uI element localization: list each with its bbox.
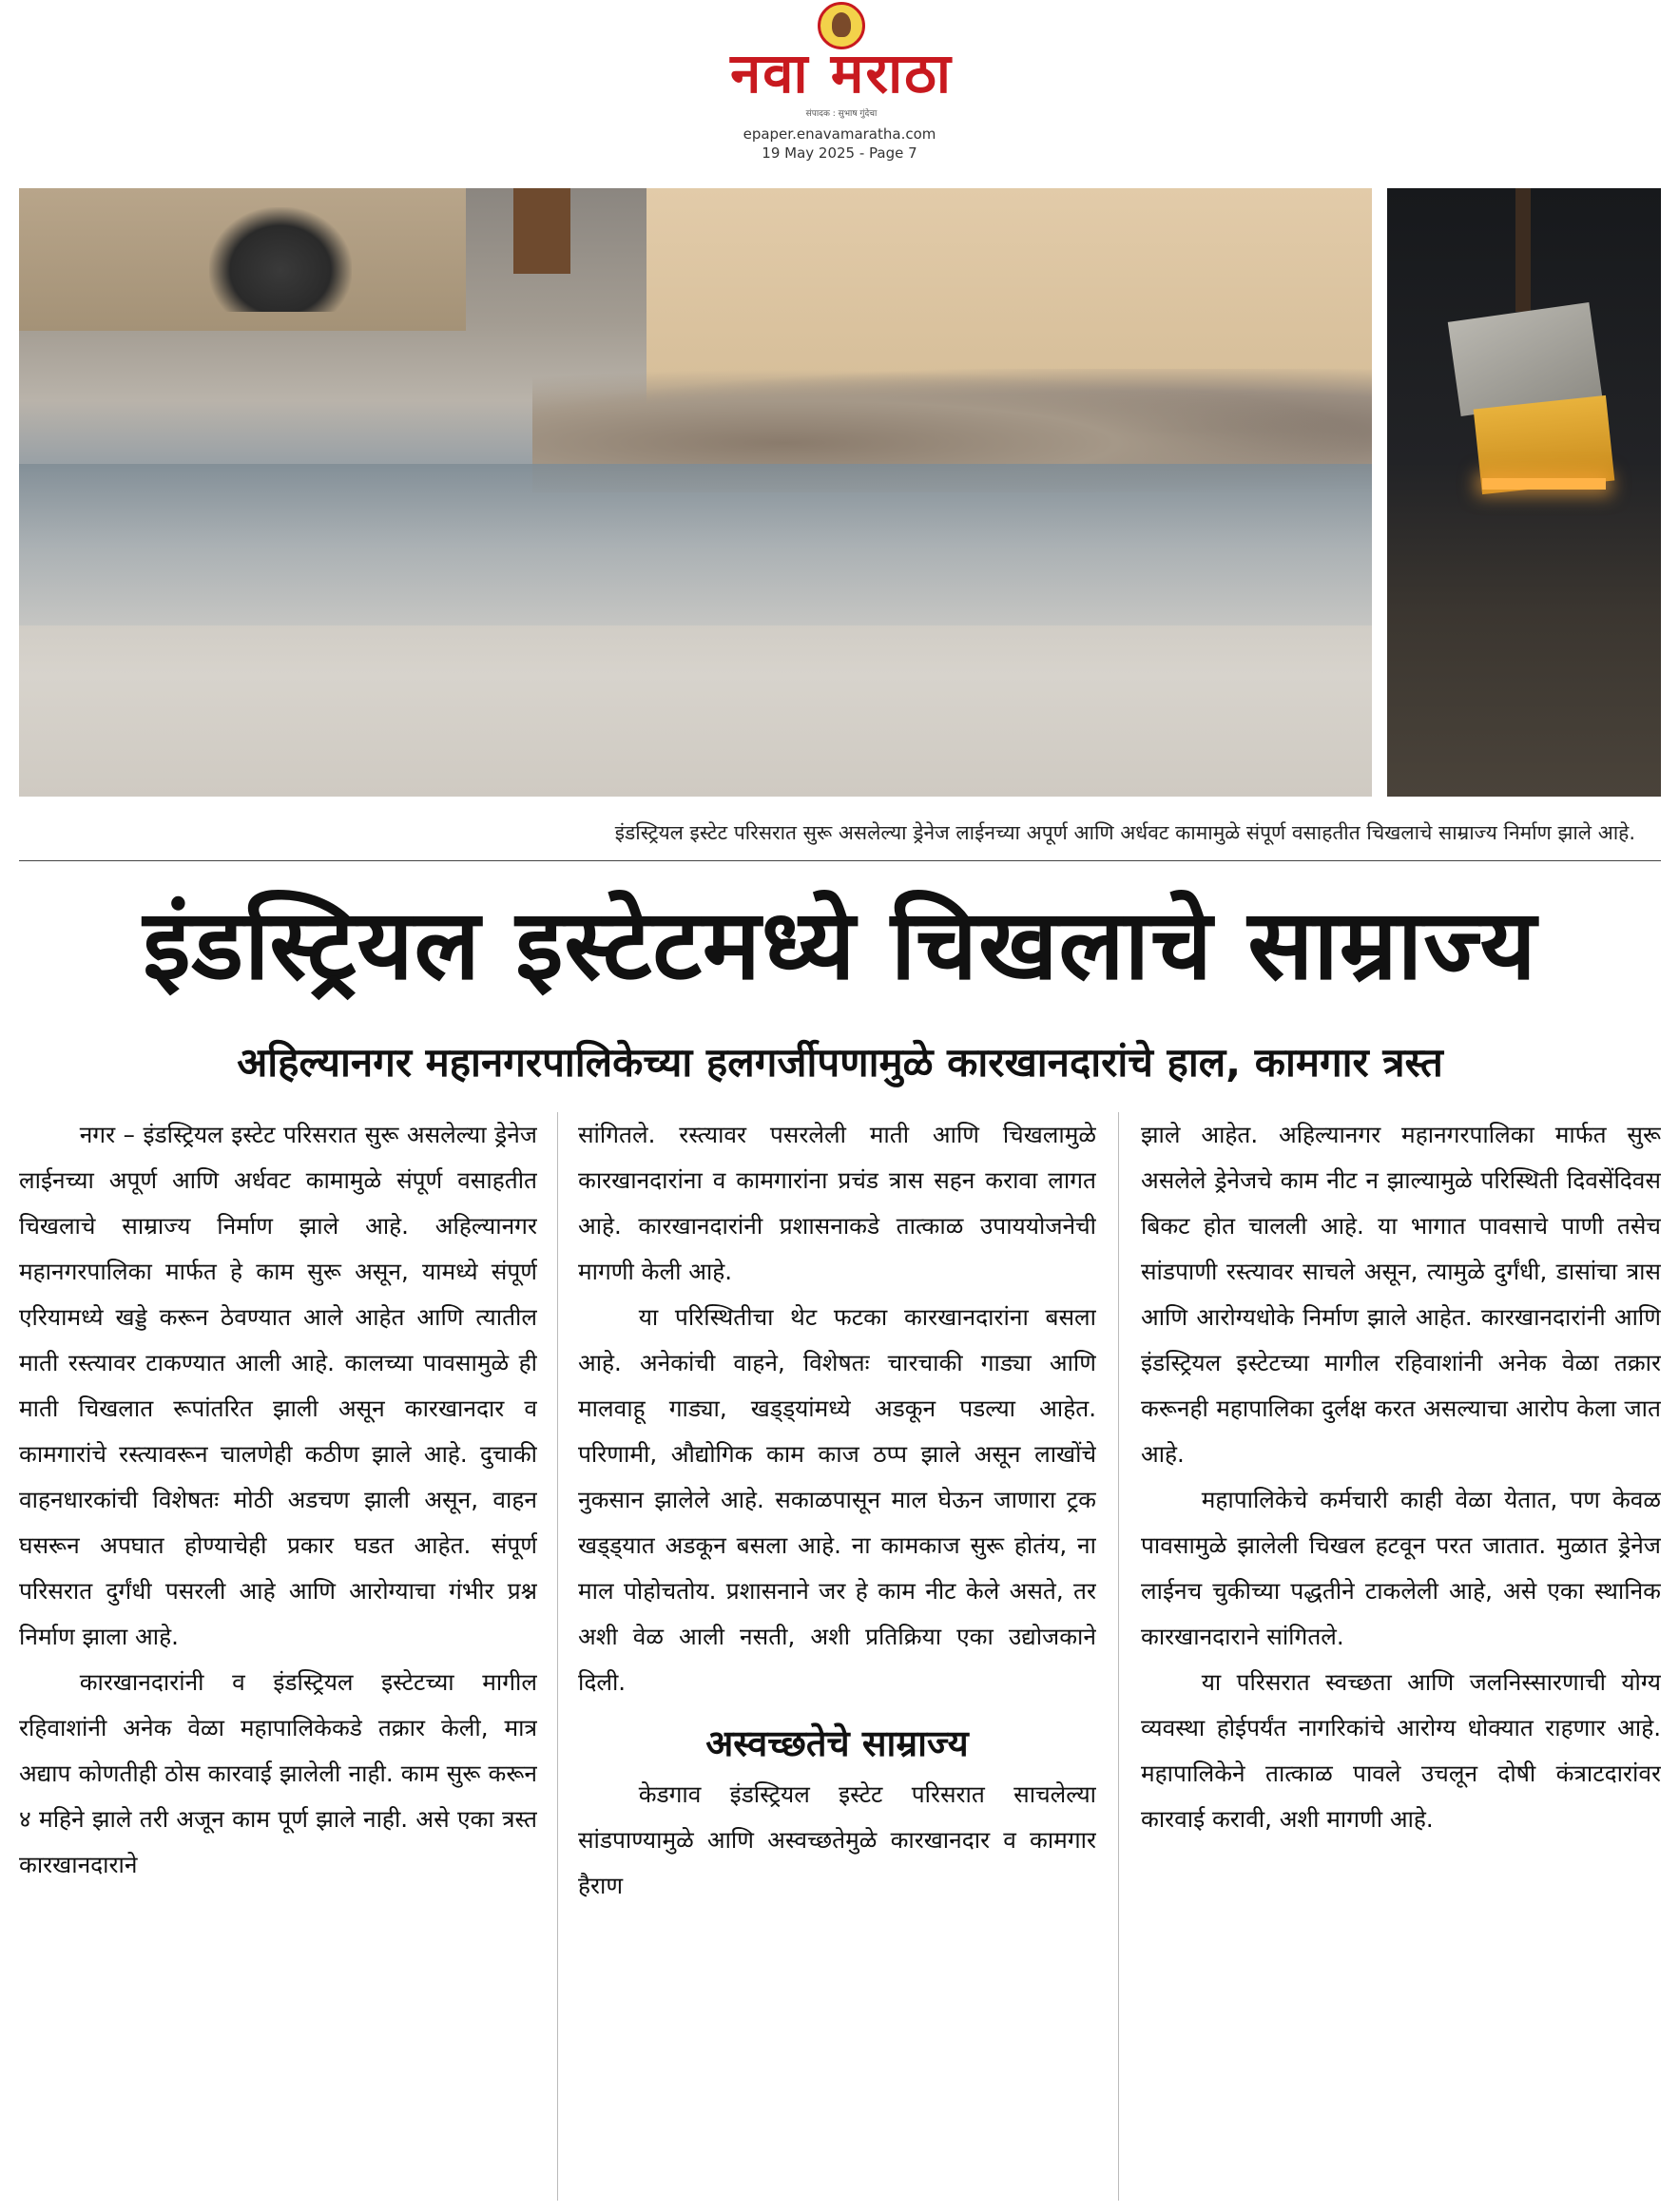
photo-muddy-water [19, 464, 1372, 625]
photo-scooter [209, 207, 352, 312]
article-column-2 [578, 1112, 1096, 2201]
photo-truck-lights [1482, 478, 1606, 490]
paragraph: कारखानदारांनी व इंडस्ट्रियल इस्टेटच्या मागील रहिवाशांनी अनेक वेळा महापालिकेकडे तक्रार केली, मात्र अद्याप कोणतीही ठोस कारवाई झालेली नाही. काम सुरू करून ४ महिने झाले तरी अजून काम पूर्ण झाले नाही. असे एका त्रस्त कारखानदाराने [19, 1668, 537, 1878]
flooded-street-photo [19, 188, 1372, 797]
issue-date-page: 19 May 2025 - Page 7 [762, 144, 917, 162]
paragraph: झाले आहेत. अहिल्यानगर महानगरपालिका मार्फत सुरू असलेले ड्रेनेजचे काम नीट न झाल्यामुळे परिस्थिती दिवसेंदिवस बिकट होत चालली आहे. या भागात पावसाचे पाणी तसेच सांडपाणी रस्त्यावर साचले असून, त्यामुळे दुर्गंधी, डासांचा त्रास आणि आरोग्यधोके निर्माण झाले आहेत. कारखानदारांनी आणि इंडस्ट्रियल इस्टेटच्या मागील रहिवाशांनी अनेक वेळा तक्रार करूनही महापालिका दुर्लक्ष करत असल्याचा आरोप केला जात आहे. [1141, 1121, 1661, 1468]
photo-pole [1515, 188, 1531, 312]
column-divider [557, 1112, 558, 2201]
article-column-1 [19, 1112, 537, 2201]
logo-tagline: संपादक : सुभाष गुंदेचा [805, 109, 878, 119]
paragraph: या परिस्थितीचा थेट फटका कारखानदारांना बसला आहे. अनेकांची वाहने, विशेषतः चारचाकी गाड्या आणि मालवाहू गाड्या, खड्ड्यांमध्ये अडकून पडल्या आहेत. परिणामी, औद्योगिक काम काज ठप्प झाले असून लाखोंचे नुकसान झालेले आहे. सकाळपासून माल घेऊन जाणारा ट्रक खड्ड्यात अडकून बसला आहे. ना कामकाज सुरू होतंय, ना माल पोहोचतोय. प्रशासनाने जर हे काम नीट केले असते, तर अशी वेळ आली नसती, अशी प्रतिक्रिया एका उद्योजकाने दिली. [578, 1303, 1096, 1696]
paragraph: नगर – इंडस्ट्रियल इस्टेट परिसरात सुरू असलेल्या ड्रेनेज लाईनच्या अपूर्ण आणि अर्धवट कामामुळे संपूर्ण वसाहतीत चिखलाचे साम्राज्य निर्माण झाले आहे. अहिल्यानगर महानगरपालिका मार्फत हे काम सुरू असून, यामध्ये संपूर्ण एरियामध्ये खड्डे करून ठेवण्यात आले आहेत आणि त्यातील माती रस्त्यावर टाकण्यात आली आहे. कालच्या पावसामुळे ही माती चिखलात रूपांतरित झाली असून कारखानदार व कामगारांचे रस्त्यावरून चालणेही कठीण झाले आहे. दुचाकी वाहनधारकांची विशेषतः मोठी अडचण झाली असून, वाहन घसरून अपघात होण्याचेही प्रकार घडत आहेत. संपूर्ण परिसरात दुर्गंधी पसरली आहे आणि आरोग्याचा गंभीर प्रश्न निर्माण झाला आहे. [19, 1121, 537, 1650]
paragraph: केडगाव इंडस्ट्रियल इस्टेट परिसरात साचलेल्या सांडपाण्यामुळे आणि अस्वच्छतेमुळे कारखानदार व कामगार हैराण [578, 1780, 1096, 1899]
photo-caption: इंडस्ट्रियल इस्टेट परिसरात सुरू असलेल्या ड्रेनेज लाईनच्या अपूर्ण आणि अर्धवट कामामुळे संपूर्ण वसाहतीत चिखलाचे साम्राज्य निर्माण झाले आहे. [614, 821, 1635, 844]
logo-wordmark: नवा मराठा [730, 41, 953, 106]
paragraph: सांगितले. रस्त्यावर पसरलेली माती आणि चिखलामुळे कारखानदारांना व कामगारांना प्रचंड त्रास सहन करावा लागत आहे. कारखानदारांनी प्रशासनाकडे तात्काळ उपाययोजनेची मागणी केली आहे. [578, 1121, 1096, 1285]
article-column-3 [1141, 1112, 1661, 2201]
paragraph: महापालिकेचे कर्मचारी काही वेळा येतात, पण केवळ पावसामुळे झालेली चिखल हटवून परत जातात. मुळात ड्रेनेज लाईनच चुकीच्या पद्धतीने टाकलेली आहे, असे एका स्थानिक कारखानदाराने सांगितले. [1141, 1486, 1661, 1650]
section-heading: अस्वच्छतेचे साम्राज्य [705, 1722, 969, 1764]
divider [19, 860, 1661, 861]
epaper-url: epaper.enavamaratha.com [743, 125, 936, 143]
article-subheadline: अहिल्यानगर महानगरपालिकेच्या हलगर्जीपणामुळे कारखानदारांचे हाल, कामगार त्रस्त [237, 1039, 1443, 1086]
masthead [0, 0, 1679, 181]
article-headline: इंडस्ट्रियल इस्टेटमध्ये चिखलाचे साम्राज्य [143, 889, 1537, 1002]
newspaper-logo [685, 0, 998, 124]
paragraph: या परिसरात स्वच्छता आणि जलनिस्सारणाची योग्य व्यवस्था होईपर्यंत नागरिकांचे आरोग्य धोक्यात राहणार आहे. महापालिकेने तात्काळ पावले उचलून दोषी कंत्राटदारांवर कारवाई करावी, अशी मागणी आहे. [1141, 1668, 1661, 1833]
stuck-truck-night-photo [1387, 188, 1661, 797]
column-divider [1118, 1112, 1119, 2201]
photo-doorway [513, 188, 570, 274]
